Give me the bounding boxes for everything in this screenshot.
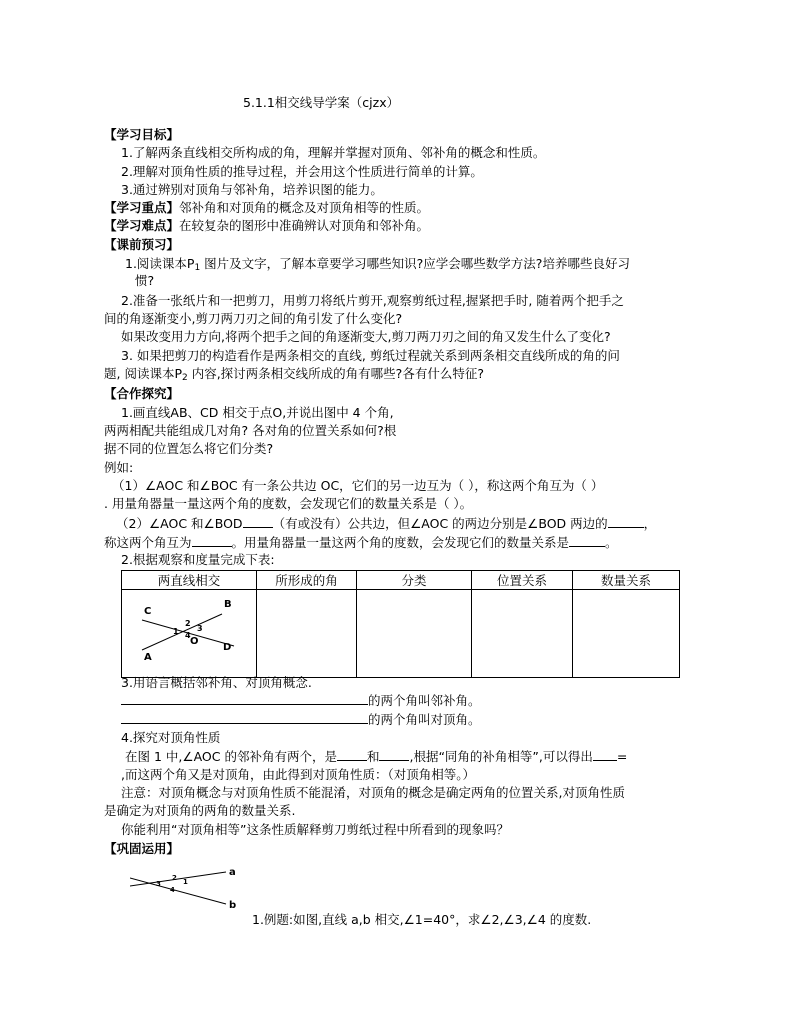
example-2-text: （有或没有）公共边，但∠AOC 的两边分别是∠BOD 两边的 [272,516,608,531]
goal-item: 1.了解两条直线相交所构成的角，理解并掌握对顶角、邻补角的概念和性质。 [121,145,546,160]
difficulty [104,218,429,234]
example-2-text: 。 [605,535,618,550]
key-points-heading: 【学习重点】 [104,200,180,215]
page-title: 5.1.1相交线导学案（cjzx） [243,95,400,110]
difficulty-text: 在较复杂的图形中准确辨认对顶角和邻补角。 [179,218,430,233]
label-b: B [224,599,232,610]
example-2-text: 。用量角器量一量这两个角的度数，会发现它们的数量关系是 [231,535,570,550]
q4-text: 和 [366,749,380,764]
fill-blank[interactable] [593,748,617,761]
preview-heading: 【课前预习】 [104,237,180,252]
q3-text: 的两个角叫对顶角。 [368,712,481,727]
label-d: D [223,642,232,653]
table-header: 数量关系 [573,571,680,590]
angle-3-label: 3 [197,624,203,633]
fill-blank[interactable] [337,748,367,761]
goals-heading: 【学习目标】 [104,127,180,142]
preview-p3-cont [104,366,484,382]
intersecting-lines-figure [122,590,256,674]
label-o: O [190,636,199,647]
angle-4-label: 4 [185,631,191,640]
fill-blank[interactable] [243,515,273,528]
q4-text: ,根据“同角的补角相等”,可以得出 [409,749,593,764]
fill-blank[interactable] [379,748,409,761]
explore-heading: 【合作探究】 [104,386,180,401]
q4-text: = [616,749,628,764]
figure-cell [122,590,257,678]
note-text: 注意：对顶角概念与对顶角性质不能混淆，对顶角的概念是确定两角的位置关系,对顶角性质 [121,785,625,800]
angle-2-label: 2 [172,874,177,882]
angle-2-label: 2 [185,619,191,628]
table-header: 两直线相交 [122,571,257,590]
example-1: （1）∠AOC 和∠BOC 有一条公共边 OC，它们的另一边互为（ ），称这两个角互为（ ） [112,478,604,493]
preview-p3-text: 内容,探讨两条相交线所成的角有哪些?各有什么特征? [187,366,484,381]
table-header: 所形成的角 [257,571,357,590]
fill-blank[interactable] [608,515,644,528]
label-b: b [229,900,237,911]
example-2 [116,515,656,532]
example-2-cont [104,534,618,551]
preview-p1 [125,256,630,272]
preview-p2-more: 如果改变用力方向,将两个把手之间的角逐渐变大,剪刀两刀刃之间的角又发生什么了变化? [121,329,611,344]
fill-blank[interactable] [121,692,368,705]
example-2-text: （2）∠AOC 和∠BOD [116,516,243,531]
table-cell[interactable] [472,590,573,678]
q3-text: 的两个角叫邻补角。 [368,693,481,708]
preview-p1-text: 图片及文字，了解本章要学习哪些知识?应学会哪些数学方法?培养哪些良好习 [200,256,630,271]
preview-p2: 2.准备一张纸片和一把剪刀，用剪刀将纸片剪开,观察剪纸过程,握紧把手时, 随着两个把手之 [121,293,624,308]
angle-4-label: 4 [170,886,175,894]
preview-p1-cont: 惯? [135,273,155,288]
fill-blank[interactable] [121,711,368,724]
line-ab [142,614,222,650]
angle-1-label: 1 [173,627,179,636]
line-b [130,878,226,904]
scissors-question: 你能利用“对顶角相等”这条性质解释剪刀剪纸过程中所看到的现象吗？ [121,822,509,837]
example-label: 例如: [104,460,134,475]
label-a: a [229,867,236,878]
explore-q1: 1.画直线AB、CD 相交于点O,并说出图中 4 个角, [121,405,394,420]
note-text-cont: 是确定为对顶角的两角的数量关系. [104,803,296,818]
angle-3-label: 3 [156,880,161,888]
angle-1-label: 1 [183,878,188,886]
table-cell[interactable] [357,590,472,678]
difficulty-heading: 【学习难点】 [104,218,180,233]
lines-ab-figure [130,862,240,912]
preview-p3: 3. 如果把剪刀的构造看作是两条相交的直线, 剪纸过程就关系到两条相交直线所成的角的问 [121,348,620,363]
example-1-cont: . 用量角器量一量这两个角的度数，会发现它们的数量关系是（ ）。 [104,496,473,511]
example-2-text: ， [643,516,657,531]
q4-text-1 [125,748,627,765]
key-points-text: 邻补角和对顶角的概念及对顶角相等的性质。 [179,200,430,215]
example-2-text: 称这两个角互为 [104,535,192,550]
example-problem-1: 1.例题:如图,直线 a,b 相交,∠1=40°，求∠2,∠3,∠4 的度数. [252,912,592,927]
label-a: A [144,652,152,663]
explore-q2: 2.根据观察和度量完成下表: [121,552,275,567]
preview-p3-text: 题, 阅读课本P [104,366,182,381]
q4-text-2: ,而这两个角又是对顶角，由此得到对顶角性质：（对顶角相等。） [121,767,475,782]
table-cell[interactable] [257,590,357,678]
explore-q4: 4.探究对顶角性质 [121,730,221,745]
preview-p1-text: 1.阅读课本P [125,256,195,271]
fill-blank[interactable] [192,534,232,547]
explore-q1-cont: 据不同的位置怎么将它们分类? [104,441,274,456]
key-points [104,200,429,216]
explore-q1-cont: 两两相配共能组成几对角? 各对角的位置关系如何?根 [104,423,397,438]
observation-table [121,570,680,678]
q3-line-2 [121,711,481,728]
goal-item: 3.通过辨别对顶角与邻补角，培养识图的能力。 [121,182,383,197]
goal-item: 2.理解对顶角性质的推导过程，并会用这个性质进行简单的计算。 [121,164,483,179]
q3-line-1 [121,692,481,709]
apply-heading: 【巩固运用】 [104,841,180,856]
table-header: 位置关系 [472,571,573,590]
q4-text: 在图 1 中,∠AOC 的邻补角有两个，是 [125,749,337,764]
table-cell[interactable] [573,590,680,678]
page-subscript: 2 [182,373,188,383]
page-subscript: 1 [194,263,201,273]
explore-q3: 3.用语言概括邻补角、对顶角概念. [121,675,312,690]
label-c: C [144,606,152,617]
table-header: 分类 [357,571,472,590]
line-a [130,872,226,886]
preview-p2-cont: 间的角逐渐变小,剪刀两刀刃之间的角引发了什么变化? [104,311,403,326]
fill-blank[interactable] [569,534,605,547]
